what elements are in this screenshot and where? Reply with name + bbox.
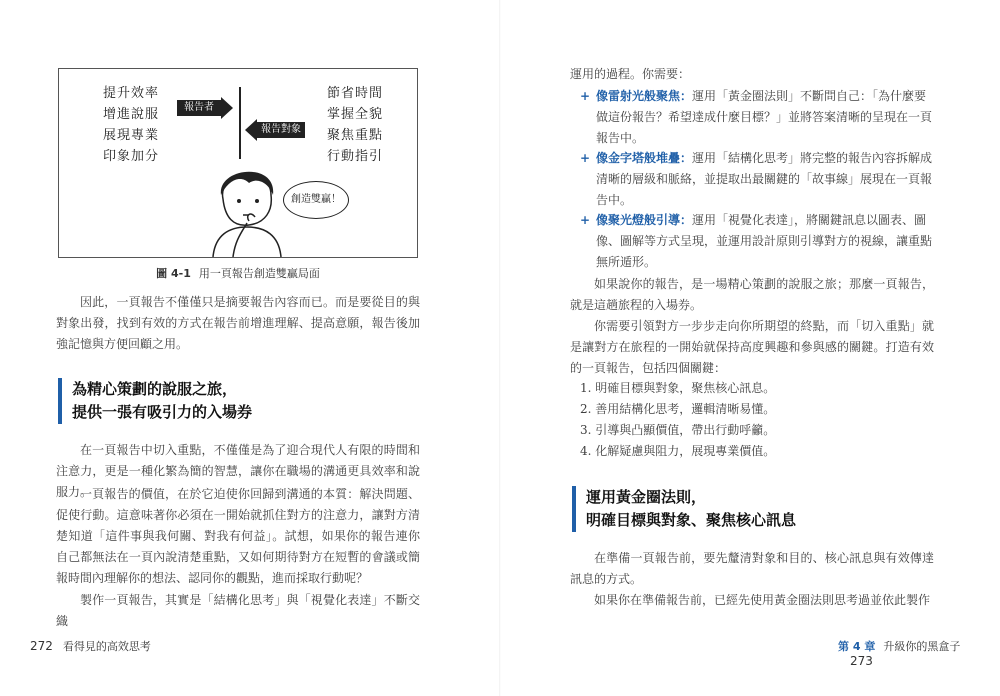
paragraph: 製作一頁報告，其實是「結構化思考」與「視覺化表達」不斷交織: [56, 593, 420, 628]
bullet-item: [580, 148, 934, 211]
arrow-right-label: 報告者: [177, 100, 221, 116]
bullet-text: 運用「視覺化表達」，將關鍵訊息以圖表、圖像、圖解等方式呈現，並運用設計原則引導對方的視線，讓重點無所遁形。: [596, 213, 933, 269]
plus-icon: +: [580, 89, 591, 103]
footer-right: [838, 638, 1000, 668]
heading-line: 明確目標與對象、聚焦核心訊息: [586, 511, 797, 529]
paragraph: 在一頁報告中切入重點，不僅僅是為了迎合現代人有限的時間和注意力，更是一種化繁為簡的智慧，讓你在職場的溝通更具效率和說服力。: [56, 443, 420, 499]
speech-bubble: 創造雙贏！: [283, 181, 349, 219]
page-number: 272: [30, 639, 53, 653]
figure-right-item: 節省時間: [327, 86, 384, 101]
arrow-right-icon: [177, 97, 233, 119]
plus-icon: +: [580, 151, 591, 165]
paragraph: 如果你在準備報告前，已經先使用黃金圈法則思考過並依此製作: [594, 593, 931, 607]
divider-line: [239, 87, 241, 159]
bullet-text: 運用「結構化思考」將完整的報告內容拆解成清晰的層級和脈絡，並提取出最關鍵的「故事線」展現在一頁報告中。: [596, 151, 933, 207]
figure-left-item: 提升效率: [103, 86, 160, 101]
figure-4-1: [58, 68, 418, 258]
heading-line: 運用黃金圈法則，: [586, 488, 707, 506]
list-item: 1. 明確目標與對象，聚焦核心訊息。: [580, 381, 776, 395]
bullet-item: [580, 86, 934, 149]
paragraph: 運用的過程。你需要：: [570, 67, 691, 81]
figure-caption: [58, 265, 418, 281]
section-heading: [58, 378, 252, 424]
plus-icon: +: [580, 213, 591, 227]
bullet-term: 像金字塔般堆疊：: [596, 151, 693, 165]
arrow-left-icon: [245, 119, 305, 141]
ordered-list: [580, 378, 775, 462]
figure-right-item: 聚焦重點: [327, 128, 384, 143]
heading-line: 為精心策劃的說服之旅，: [72, 380, 238, 398]
bullet-term: 像聚光燈般引導：: [596, 213, 693, 227]
paragraph: 如果說你的報告，是一場精心策劃的說服之旅；那麼一頁報告，就是這趟旅程的入場券。: [570, 277, 934, 312]
book-title: 看得見的高效思考: [62, 640, 151, 653]
caption-text: 用一頁報告創造雙贏局面: [198, 267, 320, 280]
figure-left-item: 展現專業: [103, 128, 160, 143]
chapter-title: 升級你的黑盒子: [883, 640, 961, 653]
arrow-left-label: 報告對象: [257, 122, 305, 138]
thinking-person-icon: [209, 161, 285, 257]
paragraph: 你需要引領對方一步步走向你所期望的終點，而「切入重點」就是讓對方在旅程的一開始就保持高度興趣和參與感的關鍵。打造有效的一頁報告，包括四個關鍵：: [570, 319, 934, 375]
bullet-text: 運用「黃金圈法則」不斷問自己：「為什麼要做這份報告？希望達成什麼目標？」並將答案清晰的呈現在一頁報告中。: [596, 89, 933, 145]
footer-left: [30, 638, 151, 654]
figure-left-item: 印象加分: [103, 149, 160, 164]
figure-right-item: 掌握全貌: [327, 107, 384, 122]
paragraph: 一頁報告的價值，在於它迫使你回歸到溝通的本質：解決問題、促使行動。這意味著你必須在一開始就抓住對方的注意力，讓對方清楚知道「這件事與我何關、對我有何益」。試想，如果你的報告連你自己都無法在一頁內說清楚重點，又如何期待對方在短暫的會議或簡報時間內理解你的想法、認同你的觀點，進而採取行動呢？: [56, 487, 420, 585]
figure-right-list: [327, 83, 383, 167]
list-item: 3. 引導與凸顯價值，帶出行動呼籲。: [580, 423, 776, 437]
bullet-item: [580, 210, 934, 273]
caption-number: 圖 4-1: [156, 267, 191, 280]
list-item: 4. 化解疑慮與阻力，展現專業價值。: [580, 444, 776, 458]
bullet-term: 像雷射光般聚焦：: [596, 89, 693, 103]
chapter-label: 第 4 章: [838, 640, 876, 653]
list-item: 2. 善用結構化思考，邏輯清晰易懂。: [580, 402, 776, 416]
section-heading: [572, 486, 796, 532]
figure-right-item: 行動指引: [327, 149, 384, 164]
page-number: 273: [850, 654, 873, 668]
heading-line: 提供一張有吸引力的入場券: [72, 403, 253, 421]
figure-left-item: 增進說服: [103, 107, 160, 122]
paragraph: 因此，一頁報告不僅僅只是摘要報告內容而已。而是要從目的與對象出發，找到有效的方式在報告前增進理解、提高意願，報告後加強記憶與方便回顧之用。: [56, 295, 420, 351]
figure-left-list: [103, 83, 159, 167]
paragraph: 在準備一頁報告前，要先釐清對象和目的、核心訊息與有效傳達訊息的方式。: [570, 551, 934, 586]
